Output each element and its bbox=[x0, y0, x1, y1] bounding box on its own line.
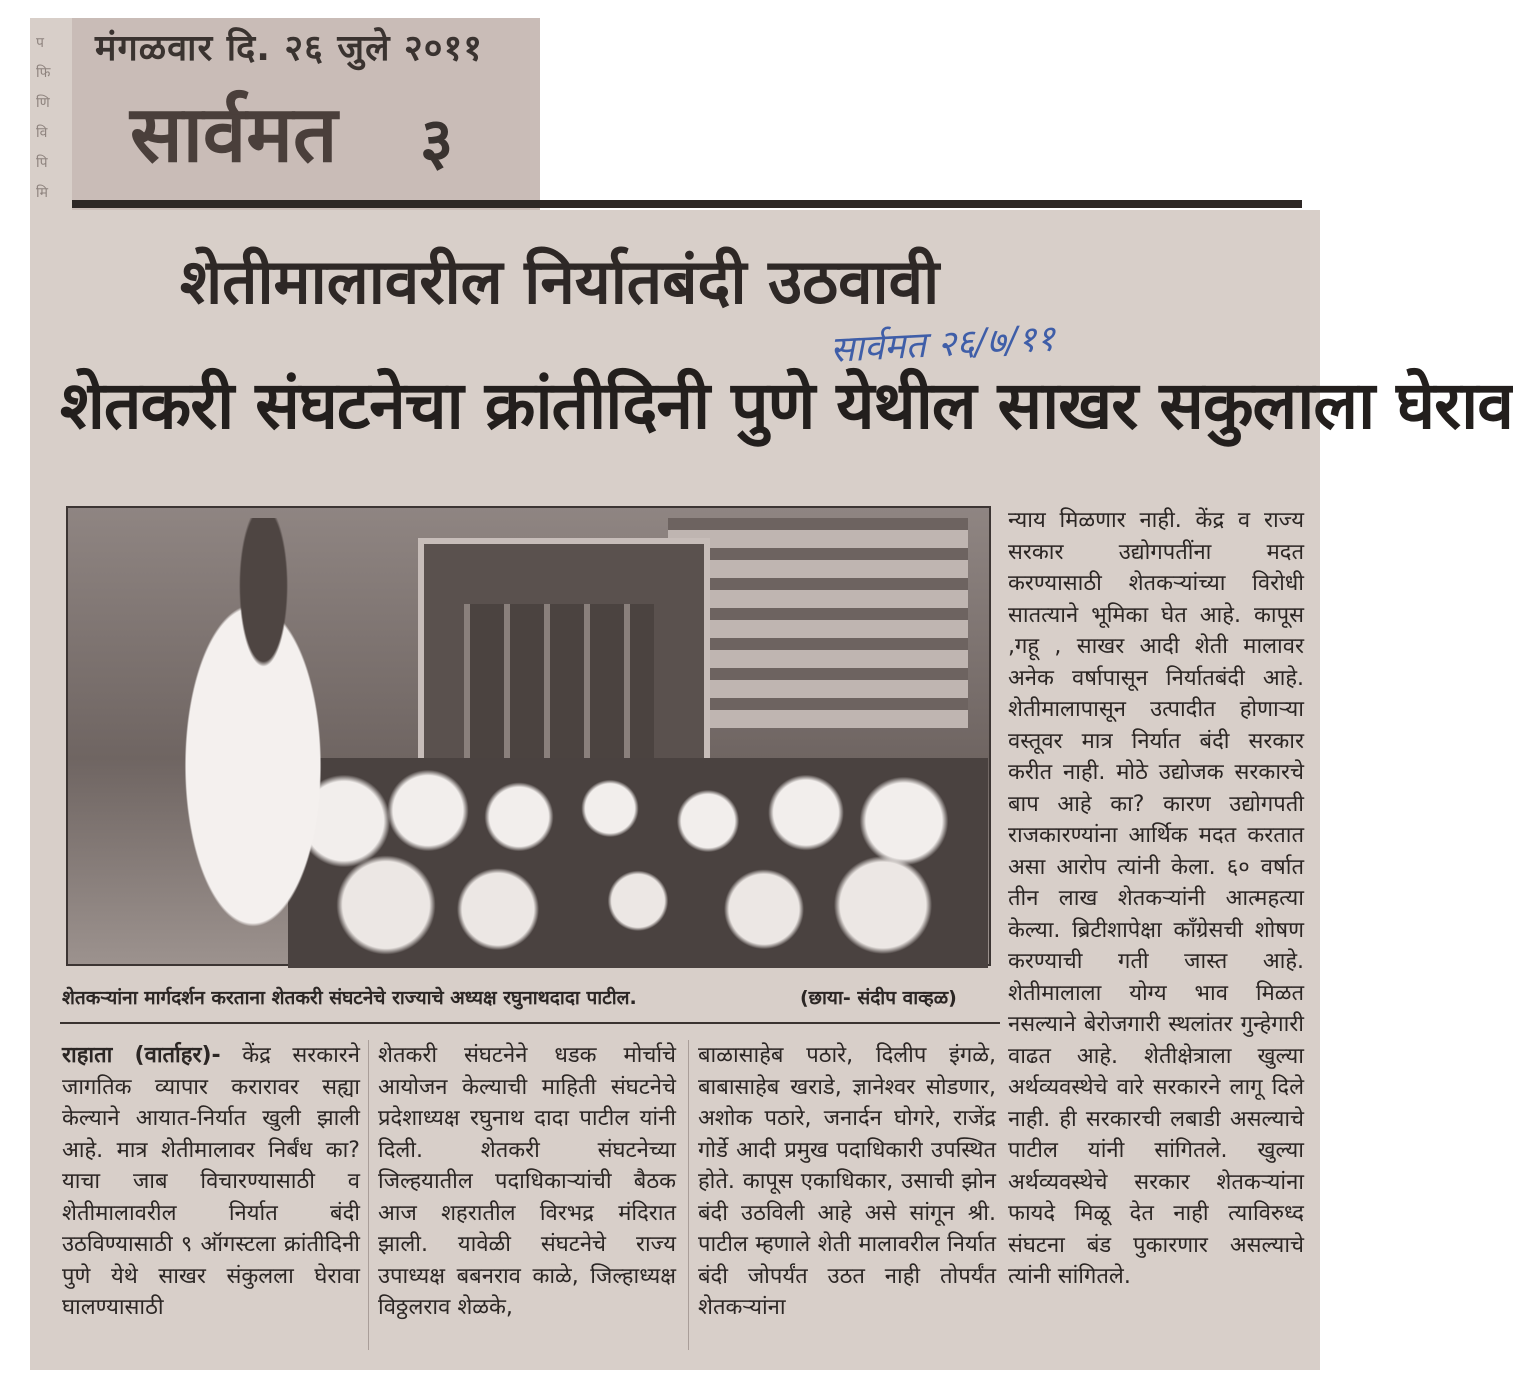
photo-standing-speaker bbox=[148, 518, 358, 968]
handwritten-note: सार्वमत २६/७/११ bbox=[829, 318, 1057, 371]
masthead-rule bbox=[72, 200, 1302, 208]
edge-mark: वि bbox=[36, 125, 48, 141]
column-divider bbox=[368, 1040, 369, 1350]
article-text: न्याय मिळणार नाही. केंद्र व राज्य सरकार उद्योगपतींना मदत करण्यासाठी शेतकऱ्यांच्या विरोधी सातत्याने भूमिका घेत आहे. कापूस ,गहू , साखर आदी शेती मालावर अनेक वर्षापासून निर्यातबंदी आहे. शेतीमालापासून उत्पादीत होणाऱ्या वस्तूवर मात्र निर्यात बंदी सरकार करीत नाही. मोठे उद्योजक सरकारचे बाप आहे का? कारण उद्योगपती राजकारण्यांना आर्थिक मदत करतात असा आरोप त्यांनी केला. ६० वर्षात तीन लाख शेतकऱ्यांनी आत्महत्या केल्या. ब्रिटीशापेक्षा कॉंग्रेसची शोषण करण्याची गती जास्त आहे. शेतीमालाला योग्य भाव मिळत नसल्याने बेरोजगारी स्थलांतर गुन्हेगारी वाढत आहे. शेतीक्षेत्राला खुल्या अर्थव्यवस्थेचे वारे सरकारने लागू दिले नाही. ही सरकारची लबाडी असल्याचे पाटील यांनी सांगितले. खुल्या अर्थव्यवस्थेचे सरकार शेतकऱ्यांना फायदे मिळू देत नाही त्याविरुध्द संघटना बंड पुकारणार असल्याचे त्यांनी सांगितले. bbox=[1008, 508, 1304, 1289]
kicker-headline: शेतीमालावरील निर्यातबंदी उठवावी bbox=[180, 245, 940, 318]
photo-caption-text: शेतकऱ्यांना मार्गदर्शन करताना शेतकरी संघटनेचे राज्याचे अध्यक्ष रघुनाथदादा पाटील. bbox=[62, 987, 637, 1009]
edge-mark: फि bbox=[36, 65, 51, 81]
clipping-cutout bbox=[540, 18, 1330, 210]
edge-mark: मि bbox=[36, 185, 48, 201]
photo-background-shelves bbox=[668, 518, 968, 728]
caption-rule bbox=[60, 1022, 1000, 1024]
article-column-1 bbox=[62, 1040, 360, 1350]
article-text: केंद्र सरकारने जागतिक व्यापार करारावर सह्या केल्याने आयात-निर्यात खुली झाली आहे. मात्र शेतीमालावर निर्बंध का? याचा जाब विचारण्यासाठी व शेतीमालावरील निर्यात बंदी उठविण्यासाठी ९ ऑगस्टला क्रांतीदिनी पुणे येथे साखर संकुलला घेरावा घालण्यासाठी bbox=[62, 1043, 360, 1320]
masthead-date: मंगळवार दि. २६ जुले २०११ bbox=[95, 28, 483, 69]
masthead-page-number: ३ bbox=[420, 105, 454, 179]
news-photo bbox=[66, 506, 991, 966]
edge-mark: णि bbox=[36, 95, 50, 111]
article-dateline: राहाता (वार्ताहर)- bbox=[62, 1043, 221, 1068]
column-divider bbox=[688, 1040, 689, 1350]
photo-seated-crowd bbox=[288, 758, 988, 968]
article-text: शेतकरी संघटनेने धडक मोर्चाचे आयोजन केल्याची माहिती संघटनेचे प्रदेशाध्यक्ष रघुनाथ दादा पाटील यांनी दिली. शेतकरी संघटनेच्या जिल्हयातील पदाधिकाऱ्यांची बैठक आज शहरातील विरभद्र मंदिरात झाली. यावेळी संघटनेचे राज्य उपाध्यक्ष बबनराव काळे, जिल्हाध्यक्ष विठ्ठलराव शेळके, bbox=[378, 1043, 676, 1320]
masthead-paper-name: सार्वमत bbox=[130, 89, 338, 180]
main-headline: शेतकरी संघटनेचा क्रांतीदिनी पुणे येथील साखर सकुलाला घेराव bbox=[60, 367, 1513, 444]
photo-credit: (छाया- संदीप वाव्हळ) bbox=[800, 987, 957, 1009]
article-column-3 bbox=[698, 1040, 996, 1350]
article-column-right bbox=[1008, 505, 1304, 1295]
edge-marks bbox=[36, 28, 68, 208]
photo-caption bbox=[62, 984, 992, 1010]
article-column-2 bbox=[378, 1040, 676, 1350]
article-text: बाळासाहेब पठारे, दिलीप इंगळे, बाबासाहेब खराडे, ज्ञानेश्वर सोडणार, अशोक पठारे, जनार्दन घोगरे, राजेंद्र गोर्डे आदी प्रमुख पदाधिकारी उपस्थित होते. कापूस एकाधिकार, उसाची झोन बंदी उठविली आहे असे सांगून श्री. पाटील म्हणाले शेती मालावरील निर्यात बंदी जोपर्यंत उठत नाही तोपर्यंत शेतकऱ्यांना bbox=[698, 1043, 996, 1320]
edge-mark: पि bbox=[36, 155, 48, 171]
edge-mark: प bbox=[36, 35, 44, 51]
